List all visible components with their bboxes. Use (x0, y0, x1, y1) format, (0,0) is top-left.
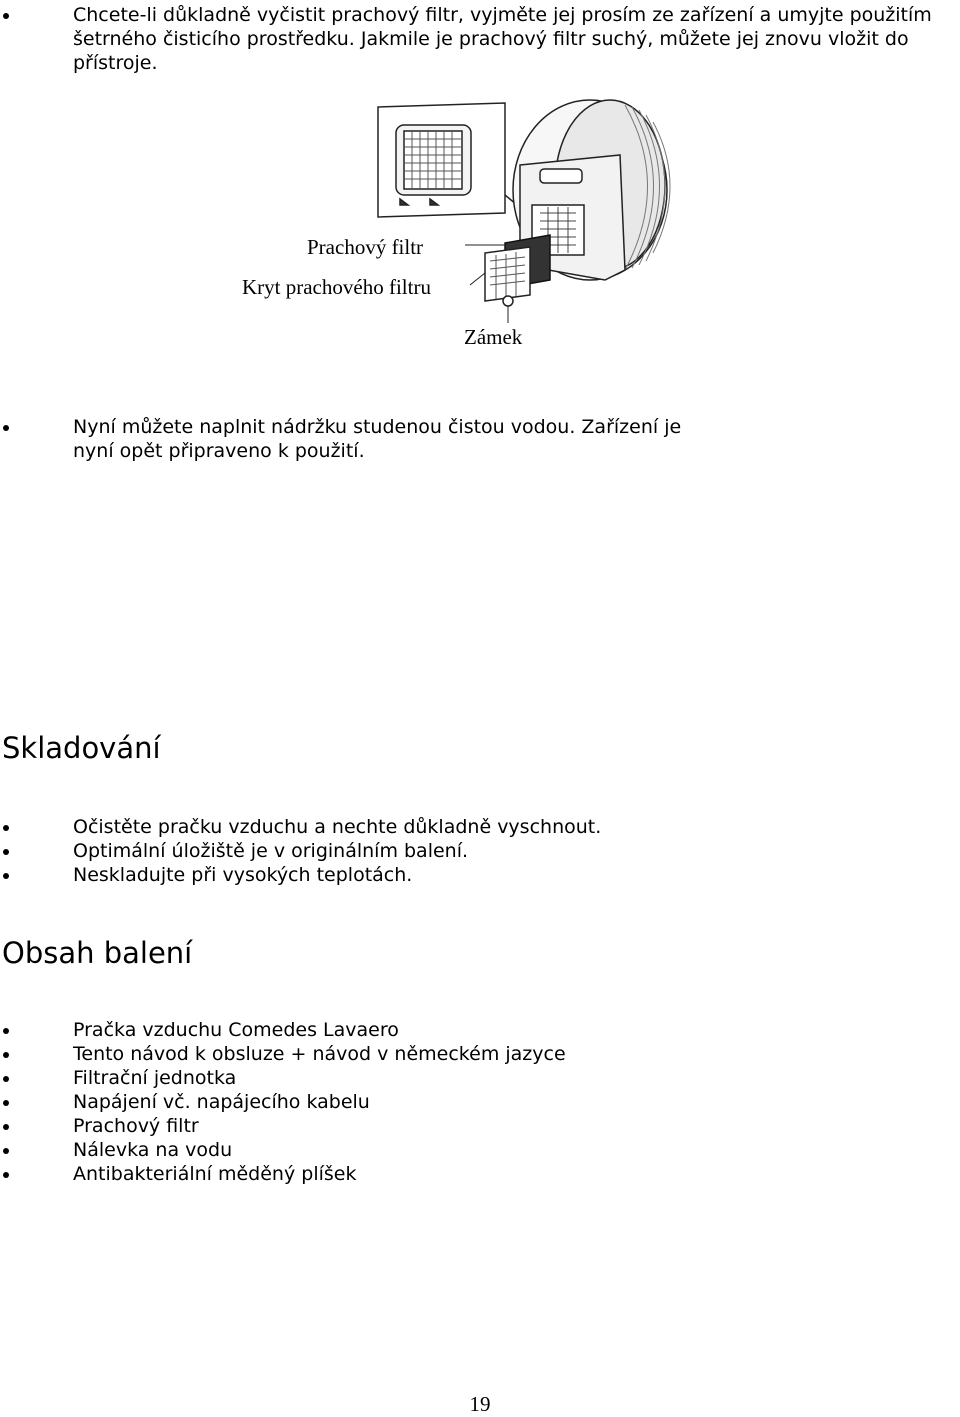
storage-heading: Skladování (2, 731, 161, 765)
lock-label: Zámek (464, 325, 523, 349)
refill-list (0, 415, 700, 463)
bullet-icon (3, 873, 9, 879)
list-item: Antibakteriální měděný plíšek (0, 1162, 960, 1186)
list-item: Nálevka na vodu (0, 1138, 960, 1162)
bullet-icon (3, 1052, 9, 1058)
list-item: Filtrační jednotka (0, 1066, 960, 1090)
bullet-icon (3, 849, 9, 855)
list-item: Tento návod k obsluze + návod v německém jazyce (0, 1042, 960, 1066)
bullet-icon (3, 1148, 9, 1154)
inset-filter-detail (378, 103, 535, 220)
list-item: Očistěte pračku vzduchu a nechte důkladně vyschnout. (0, 815, 960, 839)
intro-text: Chcete-li důkladně vyčistit prachový filtr, vyjměte jej prosím ze zařízení a umyjte použitím šetrného čisticího prostředku. Jakmile je prachový filtr suchý, můžete jej znovu vložit do přístroje. (73, 4, 932, 74)
list-item: Pračka vzduchu Comedes Lavaero (0, 1018, 960, 1042)
contents-heading: Obsah balení (2, 936, 193, 970)
bullet-icon (3, 1124, 9, 1130)
list-item: Napájení vč. napájecího kabelu (0, 1090, 960, 1114)
intro-list (0, 3, 960, 75)
list-item (0, 3, 960, 75)
storage-list (0, 815, 960, 887)
contents-list (0, 1018, 960, 1186)
filter-cover-shape (485, 247, 530, 306)
filter-figure (0, 95, 960, 370)
dust-filter-label: Prachový filtr (307, 235, 424, 259)
refill-text: Nyní můžete naplnit nádržku studenou čistou vodou. Zařízení je nyní opět připraveno k použití. (73, 416, 682, 462)
list-item (0, 415, 700, 463)
bullet-icon (3, 1076, 9, 1082)
bullet-icon (3, 425, 9, 431)
list-item: Optimální úložiště je v originálním balení. (0, 839, 960, 863)
list-item: Neskladujte při vysokých teplotách. (0, 863, 960, 887)
bullet-icon (3, 13, 9, 19)
bullet-icon (3, 1028, 9, 1034)
list-item: Prachový filtr (0, 1114, 960, 1138)
bullet-icon (3, 1100, 9, 1106)
filter-cover-label: Kryt prachového filtru (242, 275, 431, 299)
page-number: 19 (469, 1392, 491, 1416)
bullet-icon (3, 1172, 9, 1178)
bullet-icon (3, 825, 9, 831)
